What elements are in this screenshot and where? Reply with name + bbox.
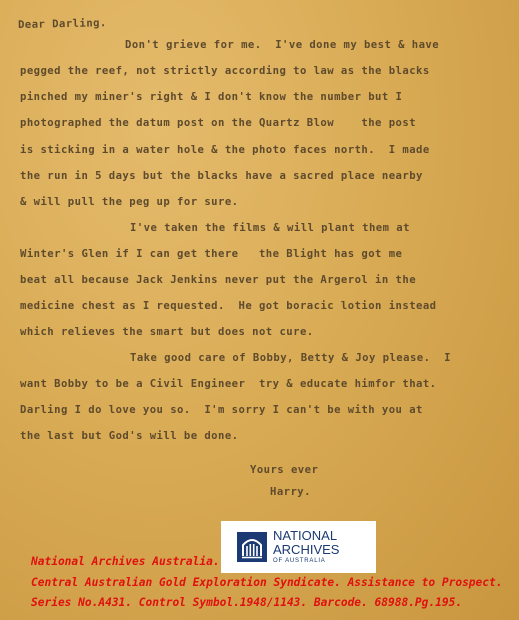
letter-salutation: Dear Darling.	[17, 17, 107, 31]
caption-line-3: Series No.A431. Control Symbol.1948/1143. Barcode. 68988.Pg.195.	[31, 596, 463, 609]
letter-closing: Yours ever	[250, 464, 319, 476]
letter-line: pinched my miner's right & I don't know the number but I	[20, 91, 403, 103]
caption-line-1: National Archives Australia.	[31, 555, 220, 568]
letter-line: want Bobby to be a Civil Engineer try & educate himfor that.	[20, 378, 437, 390]
letter-line: pegged the reef, not strictly according to law as the blacks	[20, 65, 430, 77]
letter-line: the run in 5 days but the blacks have a sacred place nearby	[20, 170, 423, 182]
letter-line: medicine chest as I requested. He got boracic lotion instead	[20, 300, 437, 312]
letter-line: Take good care of Bobby, Betty & Joy please. I	[130, 352, 451, 364]
letter-line: & will pull the peg up for sure.	[20, 196, 239, 208]
letter-line: photographed the datum post on the Quartz Blow the post	[20, 117, 417, 129]
caption-line-2: Central Australian Gold Exploration Syndicate. Assistance to Prospect.	[31, 576, 503, 589]
logo-line-2: ARCHIVES	[273, 542, 340, 557]
archives-emblem-icon	[237, 532, 267, 562]
letter-line: beat all because Jack Jenkins never put the Argerol in the	[20, 274, 417, 286]
logo-text	[273, 529, 339, 565]
logo-line-1: NATIONAL	[273, 528, 338, 543]
letter-line: Don't grieve for me. I've done my best & have	[125, 39, 440, 51]
letter-line: Darling I do love you so. I'm sorry I can't be with you at	[20, 404, 423, 416]
letter-line: which relieves the smart but does not cure.	[20, 326, 314, 338]
letter-signature: Harry.	[270, 486, 311, 498]
national-archives-logo	[221, 521, 376, 573]
logo-line-3: OF AUSTRALIA	[273, 558, 326, 564]
letter-line: the last but God's will be done.	[20, 430, 239, 442]
letter-line: I've taken the films & will plant them at	[130, 222, 410, 234]
letter-line: is sticking in a water hole & the photo faces north. I made	[20, 144, 430, 156]
letter-line: Winter's Glen if I can get there the Blight has got me	[20, 248, 403, 260]
